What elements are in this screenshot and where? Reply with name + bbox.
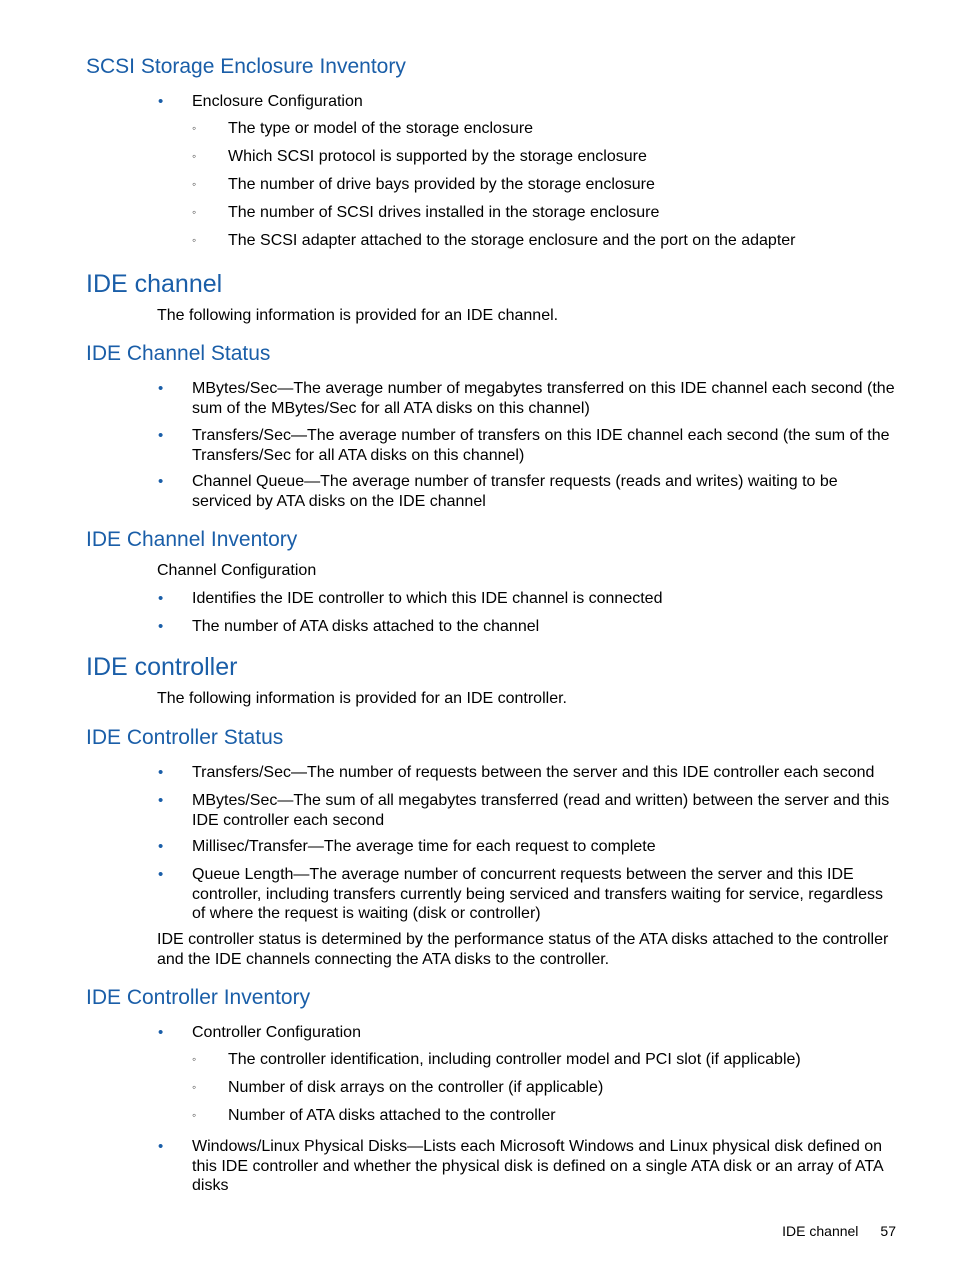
footer-section-title: IDE channel (782, 1223, 859, 1239)
heading-ide-channel-status: IDE Channel Status (86, 342, 271, 365)
paragraph-ide-controller-intro: The following information is provided for an IDE controller. (157, 690, 567, 707)
list-item: ◦ The SCSI adapter attached to the storage enclosure and the port on the adapter (228, 231, 898, 251)
list-item: • MBytes/Sec—The average number of megabytes transferred on this IDE channel each second (the sum of the MBytes/Sec for all ATA disks on this channel) (192, 379, 898, 418)
list-item: • Channel Queue—The average number of transfer requests (reads and writes) waiting to be serviced by ATA disks on the IDE channel (192, 472, 898, 511)
list-item: ◦ Number of ATA disks attached to the controller (228, 1106, 898, 1126)
list-item: • Enclosure Configuration (192, 92, 898, 112)
heading-ide-controller-inventory: IDE Controller Inventory (86, 986, 311, 1009)
list-item: • Millisec/Transfer—The average time for each request to complete (192, 837, 898, 857)
list-item: • Controller Configuration (192, 1023, 898, 1043)
list-item: • Identifies the IDE controller to which this IDE channel is connected (192, 589, 898, 609)
page-number: 57 (880, 1223, 896, 1239)
list-item: ◦ Number of disk arrays on the controller (if applicable) (228, 1078, 898, 1098)
paragraph-ide-channel-intro: The following information is provided for an IDE channel. (157, 307, 559, 324)
heading-ide-controller: IDE controller (86, 653, 238, 681)
list-item: • Transfers/Sec—The average number of transfers on this IDE channel each second (the sum of the Transfers/Sec for all ATA disks on this channel) (192, 426, 898, 465)
heading-ide-channel: IDE channel (86, 270, 223, 298)
paragraph-channel-configuration: Channel Configuration (157, 562, 317, 579)
list-item: ◦ The controller identification, including controller model and PCI slot (if applicable) (228, 1050, 898, 1070)
list-item: • Queue Length—The average number of concurrent requests between the server and this IDE controller, including transfers currently being serviced and transfers waiting for service, regardless of where the request is waiting (disk or controller) (192, 865, 898, 924)
list-item: • MBytes/Sec—The sum of all megabytes transferred (read and written) between the server and this IDE controller each second (192, 791, 898, 830)
paragraph-controller-status-note: IDE controller status is determined by the performance status of the ATA disks attached to the controller and the IDE channels connecting the ATA disks to the controller. (157, 931, 889, 968)
heading-ide-channel-inventory: IDE Channel Inventory (86, 528, 298, 551)
list-item: ◦ The number of SCSI drives installed in the storage enclosure (228, 203, 898, 223)
list-item: • Transfers/Sec—The number of requests between the server and this IDE controller each second (192, 763, 898, 783)
list-item: ◦ The type or model of the storage enclosure (228, 119, 898, 139)
heading-scsi-storage-enclosure-inventory: SCSI Storage Enclosure Inventory (86, 55, 406, 78)
heading-ide-controller-status: IDE Controller Status (86, 726, 284, 749)
page-footer (782, 1222, 896, 1240)
list-item: • Windows/Linux Physical Disks—Lists each Microsoft Windows and Linux physical disk defined on this IDE controller and whether the physical disk is defined on a single ATA disk or an array of ATA disks (192, 1137, 898, 1196)
list-item: ◦ The number of drive bays provided by the storage enclosure (228, 175, 898, 195)
list-item: ◦ Which SCSI protocol is supported by the storage enclosure (228, 147, 898, 167)
list-item: • The number of ATA disks attached to the channel (192, 617, 898, 637)
